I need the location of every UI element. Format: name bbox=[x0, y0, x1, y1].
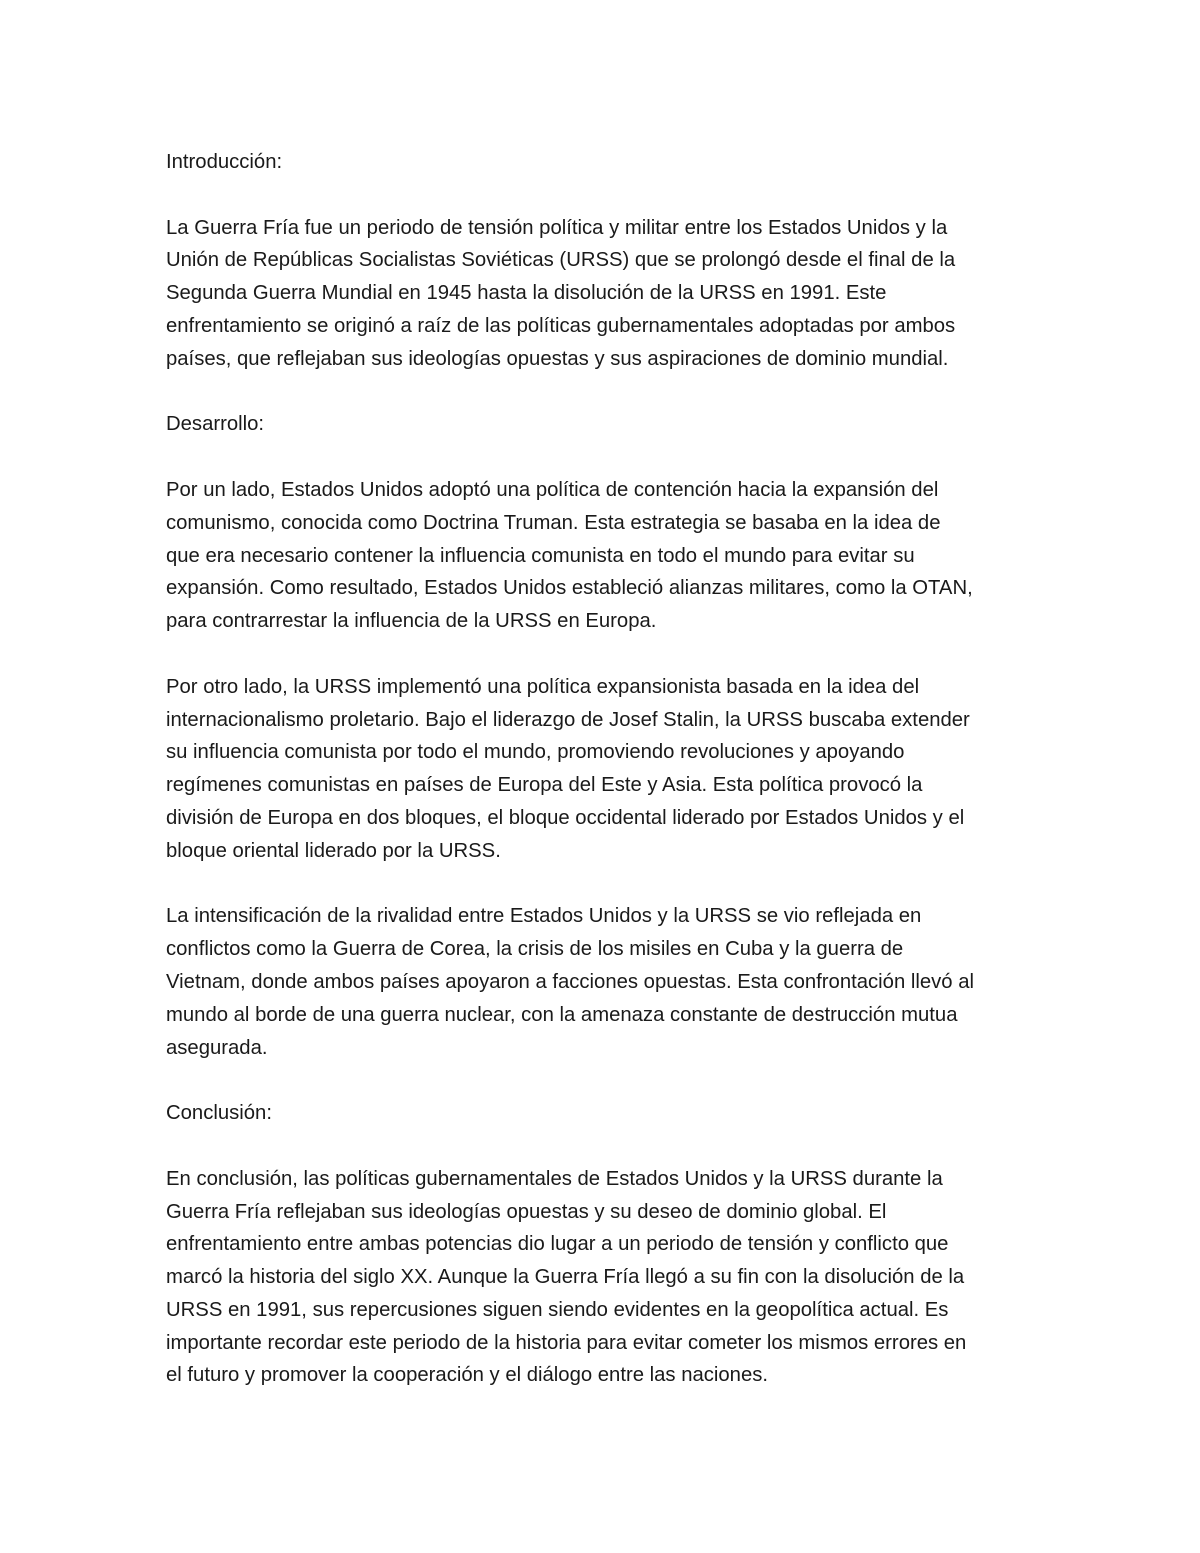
text-line: expansión. Como resultado, Estados Unidos estableció alianzas militares, como la OTAN, bbox=[166, 577, 973, 600]
text-line: La intensificación de la rivalidad entre Estados Unidos y la URSS se vio reflejada en bbox=[166, 905, 922, 928]
text-line: conflictos como la Guerra de Corea, la crisis de los misiles en Cuba y la guerra de bbox=[166, 938, 904, 961]
text-line: mundo al borde de una guerra nuclear, con la amenaza constante de destrucción mutua bbox=[166, 1003, 958, 1026]
paragraph-desarrollo-3 bbox=[166, 900, 1046, 1064]
text-line: enfrentamiento se originó a raíz de las políticas gubernamentales adoptadas por ambos bbox=[166, 314, 956, 337]
text-line: enfrentamiento entre ambas potencias dio lugar a un periodo de tensión y conflicto que bbox=[166, 1233, 949, 1256]
text-line: Vietnam, donde ambos países apoyaron a facciones opuestas. Esta confrontación llevó al bbox=[166, 970, 975, 993]
text-line: En conclusión, las políticas gubernamentales de Estados Unidos y la URSS durante la bbox=[166, 1167, 943, 1190]
text-line: importante recordar este periodo de la historia para evitar cometer los mismos errores en bbox=[166, 1331, 967, 1354]
text-line: internacionalismo proletario. Bajo el liderazgo de Josef Stalin, la URSS buscaba extender bbox=[166, 708, 970, 731]
text-line: el futuro y promover la cooperación y el diálogo entre las naciones. bbox=[166, 1364, 769, 1387]
section-heading-introduccion: Introducción: bbox=[166, 151, 283, 173]
text-line: división de Europa en dos bloques, el bloque occidental liderado por Estados Unidos y el bbox=[166, 806, 965, 829]
text-line: asegurada. bbox=[166, 1036, 268, 1059]
text-line: bloque oriental liderado por la URSS. bbox=[166, 839, 501, 862]
paragraph-introduccion bbox=[166, 212, 1046, 376]
text-line: marcó la historia del siglo XX. Aunque la Guerra Fría llegó a su fin con la disolución de la bbox=[166, 1266, 965, 1289]
text-line: URSS en 1991, sus repercusiones siguen siendo evidentes en la geopolítica actual. Es bbox=[166, 1298, 949, 1321]
paragraph-conclusion bbox=[166, 1163, 1046, 1393]
text-line: regímenes comunistas en países de Europa del Este y Asia. Esta política provocó la bbox=[166, 774, 923, 797]
text-line: Guerra Fría reflejaban sus ideologías opuestas y su deseo de dominio global. El bbox=[166, 1200, 887, 1223]
text-line: La Guerra Fría fue un periodo de tensión política y militar entre los Estados Unidos y la bbox=[166, 216, 948, 239]
paragraph-desarrollo-2 bbox=[166, 671, 1046, 868]
text-line: Por un lado, Estados Unidos adoptó una política de contención hacia la expansión del bbox=[166, 478, 939, 501]
text-line: para contrarrestar la influencia de la URSS en Europa. bbox=[166, 610, 657, 633]
document-body bbox=[166, 146, 1046, 1425]
text-line: Segunda Guerra Mundial en 1945 hasta la disolución de la URSS en 1991. Este bbox=[166, 282, 887, 305]
text-line: comunismo, conocida como Doctrina Truman. Esta estrategia se basaba en la idea de bbox=[166, 511, 941, 534]
text-line: que era necesario contener la influencia comunista en todo el mundo para evitar su bbox=[166, 544, 915, 567]
section-heading-conclusion: Conclusión: bbox=[166, 1102, 272, 1125]
text-line: Unión de Repúblicas Socialistas Soviéticas (URSS) que se prolongó desde el final de la bbox=[166, 249, 956, 272]
text-line: Por otro lado, la URSS implementó una política expansionista basada en la idea del bbox=[166, 675, 920, 698]
paragraph-desarrollo-1 bbox=[166, 474, 1046, 638]
section-heading-desarrollo: Desarrollo: bbox=[166, 413, 265, 436]
text-line: países, que reflejaban sus ideologías opuestas y sus aspiraciones de dominio mundial. bbox=[166, 347, 949, 370]
text-line: su influencia comunista por todo el mundo, promoviendo revoluciones y apoyando bbox=[166, 741, 905, 764]
